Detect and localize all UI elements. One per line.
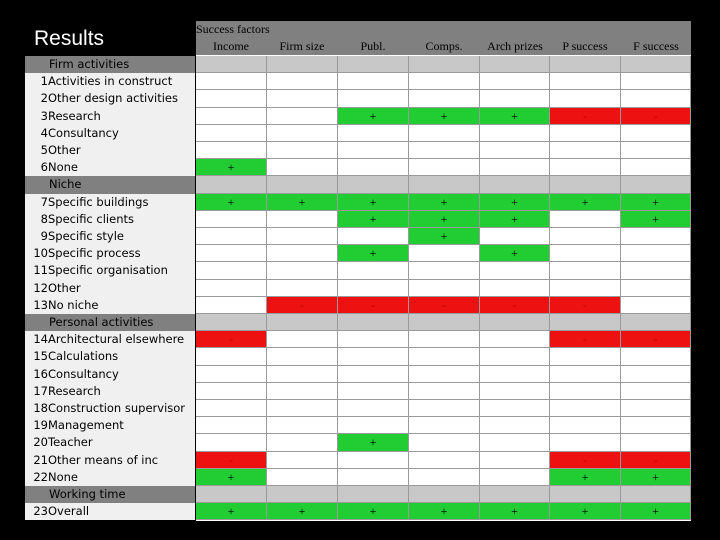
- grid-cell: [196, 383, 267, 400]
- column-header-p-success: P success: [562, 39, 608, 53]
- row-number: 8: [40, 211, 48, 226]
- grid-cell: [480, 469, 550, 486]
- row-number: 6: [40, 160, 48, 175]
- row-label-text: Research: [48, 383, 101, 398]
- row-number: 3: [40, 108, 48, 123]
- grid-cell: [480, 280, 550, 297]
- row-label-text: Other: [48, 280, 81, 295]
- grid-cell: [550, 90, 621, 107]
- grid-cell: [338, 56, 409, 73]
- grid-cell: [338, 383, 409, 400]
- grid-cell: [621, 176, 691, 193]
- grid-cell: [621, 366, 691, 383]
- grid-cell: [621, 159, 691, 176]
- row-label-text: Specific process: [48, 246, 141, 261]
- grid-cell: [550, 280, 621, 297]
- grid-cell: [621, 486, 691, 503]
- grid-cell: [621, 348, 691, 365]
- row-label: [25, 245, 195, 262]
- grid-cell: +: [196, 159, 267, 176]
- grid-cell: [196, 228, 267, 245]
- grid-cell: +: [621, 194, 691, 211]
- row-label: [25, 228, 195, 245]
- grid-cell: [621, 228, 691, 245]
- grid-cell: [550, 159, 621, 176]
- grid-cell: [338, 176, 409, 193]
- grid-cell: [196, 211, 267, 228]
- row-label-text: Personal activities: [49, 315, 154, 329]
- grid-cell: -: [621, 108, 691, 125]
- row-label: [25, 469, 195, 486]
- grid-cell: [621, 434, 691, 451]
- row-number: 14: [33, 332, 48, 347]
- results-grid: [196, 21, 691, 521]
- grid-cell: +: [621, 469, 691, 486]
- row-label-text: Consultancy: [48, 125, 119, 140]
- row-label: [25, 366, 195, 383]
- grid-cell: [621, 262, 691, 279]
- row-labels-panel: [25, 56, 195, 520]
- grid-cell: +: [409, 228, 480, 245]
- row-label-text: Specific style: [48, 229, 124, 243]
- grid-cell: +: [267, 194, 338, 211]
- row-number: 11: [33, 263, 48, 278]
- grid-cell: [550, 417, 621, 434]
- grid-cell: [480, 366, 550, 383]
- section-label: [25, 486, 195, 503]
- grid-cell: [621, 142, 691, 159]
- grid-cell: [196, 314, 267, 331]
- grid-cell: [480, 262, 550, 279]
- row-label: [25, 108, 195, 125]
- grid-cell: [409, 348, 480, 365]
- grid-cell: [338, 452, 409, 469]
- grid-cell: [267, 400, 338, 417]
- grid-cell: [196, 417, 267, 434]
- grid-cell: [621, 56, 691, 73]
- grid-cell: -: [550, 331, 621, 348]
- row-label: [25, 348, 195, 365]
- section-label: [25, 314, 195, 331]
- row-label-text: Niche: [49, 177, 82, 192]
- grid-cell: +: [267, 503, 338, 520]
- row-label-text: Specific buildings: [48, 194, 149, 209]
- grid-cell: [267, 383, 338, 400]
- row-number: 15: [33, 349, 48, 364]
- grid-cell: +: [338, 434, 409, 451]
- row-label-text: Specific organisation: [48, 263, 168, 278]
- grid-cell: [480, 486, 550, 503]
- grid-cell: [480, 383, 550, 400]
- row-label: [25, 434, 195, 451]
- grid-cell: [267, 176, 338, 193]
- grid-cell: [338, 228, 409, 245]
- row-number: 13: [33, 297, 48, 312]
- grid-cell: [550, 125, 621, 142]
- grid-cell: [196, 245, 267, 262]
- grid-cell: [480, 73, 550, 90]
- grid-cell: -: [409, 297, 480, 314]
- grid-cell: [621, 73, 691, 90]
- grid-cell: [409, 90, 480, 107]
- grid-cell: [550, 348, 621, 365]
- row-label-text: Firm activities: [49, 57, 130, 71]
- grid-cell: [338, 280, 409, 297]
- row-label-text: Overall: [48, 504, 90, 519]
- row-number: 5: [40, 143, 48, 157]
- grid-cell: [267, 331, 338, 348]
- grid-cell: [267, 366, 338, 383]
- grid-cell: [338, 314, 409, 331]
- grid-cell: [338, 262, 409, 279]
- grid-cell: [550, 142, 621, 159]
- grid-cell: [409, 366, 480, 383]
- grid-cell: -: [338, 297, 409, 314]
- grid-cell: [338, 331, 409, 348]
- row-label-text: Architectural elsewhere: [48, 332, 185, 347]
- grid-cell: +: [338, 245, 409, 262]
- grid-cell: +: [480, 194, 550, 211]
- row-label-text: None: [48, 160, 79, 175]
- row-number: 23: [33, 504, 48, 519]
- grid-cell: [409, 245, 480, 262]
- grid-cell: [267, 159, 338, 176]
- row-label: [25, 400, 195, 417]
- section-label: [25, 176, 195, 193]
- section-label: [25, 56, 195, 73]
- row-label: [25, 503, 195, 520]
- grid-cell: [480, 314, 550, 331]
- grid-cell: [196, 297, 267, 314]
- row-number: 22: [33, 469, 48, 484]
- grid-cell: [267, 142, 338, 159]
- grid-cell: -: [621, 452, 691, 469]
- column-header-comps-: Comps.: [425, 39, 463, 53]
- row-label: [25, 159, 195, 176]
- grid-cell: [550, 314, 621, 331]
- grid-cell: [409, 73, 480, 90]
- grid-cell: +: [338, 211, 409, 228]
- row-label-text: Teacher: [48, 435, 93, 450]
- grid-cell: [550, 434, 621, 451]
- grid-cell: [550, 176, 621, 193]
- grid-cell: [409, 400, 480, 417]
- row-label-text: Calculations: [48, 349, 119, 364]
- grid-cell: [196, 280, 267, 297]
- grid-cell: [267, 228, 338, 245]
- grid-cell: [480, 159, 550, 176]
- grid-cell: [267, 56, 338, 73]
- page-title: Results: [34, 27, 105, 50]
- grid-cell: [338, 348, 409, 365]
- grid-cell: [621, 383, 691, 400]
- grid-cell: [267, 90, 338, 107]
- grid-cell: +: [480, 108, 550, 125]
- row-label-text: No niche: [48, 297, 99, 312]
- row-label: [25, 452, 195, 469]
- grid-cell: +: [409, 108, 480, 125]
- row-label-text: Activities in construct: [48, 74, 173, 89]
- grid-cell: [267, 280, 338, 297]
- row-label: [25, 211, 195, 228]
- grid-cell: [196, 108, 267, 125]
- grid-cell: [480, 331, 550, 348]
- grid-cell: [550, 366, 621, 383]
- grid-cell: +: [338, 194, 409, 211]
- grid-cell: -: [267, 297, 338, 314]
- grid-cell: [480, 228, 550, 245]
- grid-cell: -: [196, 452, 267, 469]
- row-number: 19: [33, 418, 48, 433]
- row-label-text: Working time: [49, 487, 126, 501]
- grid-cell: +: [480, 245, 550, 262]
- grid-cell: +: [196, 469, 267, 486]
- grid-cell: +: [409, 503, 480, 520]
- grid-cell: [621, 125, 691, 142]
- row-number: 7: [40, 194, 48, 209]
- grid-cell: [409, 486, 480, 503]
- column-header-firm-size: Firm size: [279, 39, 325, 53]
- row-number: 16: [33, 366, 48, 381]
- grid-cell: +: [621, 503, 691, 520]
- grid-cell: [267, 348, 338, 365]
- grid-cell: [480, 348, 550, 365]
- grid-cell: +: [338, 108, 409, 125]
- grid-cell: [550, 383, 621, 400]
- grid-cell: [267, 486, 338, 503]
- grid-cell: [338, 125, 409, 142]
- grid-cell: [621, 417, 691, 434]
- row-number: 10: [33, 246, 48, 261]
- row-label: [25, 262, 195, 279]
- grid-cell: [409, 469, 480, 486]
- grid-cell: -: [550, 452, 621, 469]
- grid-cell: +: [338, 503, 409, 520]
- grid-cell: [196, 400, 267, 417]
- grid-cell: [550, 400, 621, 417]
- row-label-text: Management: [48, 418, 124, 433]
- row-label-text: Research: [48, 108, 101, 123]
- row-label: [25, 194, 195, 211]
- row-label: [25, 125, 195, 142]
- row-number: 9: [40, 229, 48, 243]
- grid-cell: [196, 73, 267, 90]
- success-factors-label: Success factors: [196, 22, 270, 36]
- grid-cell: [267, 262, 338, 279]
- grid-cell: [409, 417, 480, 434]
- grid-cell: [409, 262, 480, 279]
- grid-cell: [196, 348, 267, 365]
- grid-cell: [267, 73, 338, 90]
- grid-cell: [267, 245, 338, 262]
- column-header-publ-: Publ.: [360, 39, 386, 53]
- grid-cell: [621, 280, 691, 297]
- row-label-text: Construction supervisor: [48, 401, 186, 415]
- row-label: [25, 73, 195, 90]
- grid-cell: +: [550, 194, 621, 211]
- grid-cell: [409, 280, 480, 297]
- grid-cell: -: [480, 297, 550, 314]
- grid-cell: [267, 314, 338, 331]
- grid-cell: [267, 452, 338, 469]
- grid-cell: +: [550, 503, 621, 520]
- column-header-f-success: F success: [633, 39, 679, 53]
- grid-cell: [480, 452, 550, 469]
- grid-cell: [409, 383, 480, 400]
- grid-cell: +: [409, 211, 480, 228]
- grid-cell: [621, 245, 691, 262]
- row-label: [25, 90, 195, 107]
- grid-cell: [480, 142, 550, 159]
- grid-cell: -: [550, 297, 621, 314]
- grid-cell: [196, 90, 267, 107]
- grid-cell: [409, 331, 480, 348]
- grid-cell: [621, 90, 691, 107]
- grid-cell: [480, 434, 550, 451]
- grid-cell: [338, 486, 409, 503]
- row-label: [25, 383, 195, 400]
- grid-cell: [621, 314, 691, 331]
- row-label-text: Consultancy: [48, 366, 119, 381]
- grid-cell: [550, 486, 621, 503]
- grid-cell: -: [621, 331, 691, 348]
- grid-cell: [409, 125, 480, 142]
- grid-cell: [338, 366, 409, 383]
- grid-cell: [550, 245, 621, 262]
- grid-cell: +: [550, 469, 621, 486]
- row-label: [25, 417, 195, 434]
- grid-cell: -: [550, 108, 621, 125]
- grid-cell: [196, 262, 267, 279]
- grid-cell: [267, 108, 338, 125]
- row-label: [25, 142, 195, 159]
- grid-cell: [409, 159, 480, 176]
- grid-cell: +: [196, 503, 267, 520]
- row-label: [25, 280, 195, 297]
- grid-cell: [338, 73, 409, 90]
- row-label-text: Other: [48, 143, 81, 157]
- grid-cell: [196, 176, 267, 193]
- grid-cell: [480, 90, 550, 107]
- row-number: 2: [40, 91, 48, 106]
- grid-cell: -: [196, 331, 267, 348]
- row-number: 17: [33, 383, 48, 398]
- grid-cell: [550, 262, 621, 279]
- grid-cell: [196, 142, 267, 159]
- grid-cell: [550, 73, 621, 90]
- row-label-text: Specific clients: [48, 211, 134, 226]
- grid-cell: +: [621, 211, 691, 228]
- grid-cell: [338, 469, 409, 486]
- column-header-arch-prizes: Arch prizes: [487, 39, 543, 53]
- grid-cell: [338, 400, 409, 417]
- grid-cell: [196, 56, 267, 73]
- grid-cell: [267, 469, 338, 486]
- row-label-text: Other design activities: [48, 91, 178, 106]
- grid-cell: [196, 434, 267, 451]
- grid-cell: [621, 297, 691, 314]
- grid-cell: [338, 90, 409, 107]
- grid-cell: [409, 142, 480, 159]
- grid-cell: +: [480, 503, 550, 520]
- row-label-text: Other means of inc: [48, 452, 159, 467]
- grid-cell: [480, 400, 550, 417]
- grid-cell: [621, 400, 691, 417]
- grid-cell: [409, 176, 480, 193]
- row-number: 4: [40, 125, 48, 140]
- grid-cell: [550, 211, 621, 228]
- grid-cell: [196, 366, 267, 383]
- grid-cell: [480, 125, 550, 142]
- grid-cell: +: [409, 194, 480, 211]
- grid-cell: [338, 417, 409, 434]
- row-number: 1: [40, 74, 48, 89]
- row-number: 12: [33, 280, 48, 295]
- row-number: 18: [33, 401, 48, 415]
- grid-cell: [480, 417, 550, 434]
- grid-cell: +: [196, 194, 267, 211]
- row-number: 20: [33, 435, 48, 450]
- grid-header: [196, 21, 691, 55]
- grid-cell: [267, 211, 338, 228]
- column-header-income: Income: [213, 39, 249, 53]
- grid-cell: [196, 125, 267, 142]
- row-label-text: None: [48, 469, 79, 484]
- grid-cell: [267, 434, 338, 451]
- grid-cell: [480, 56, 550, 73]
- row-number: 21: [33, 452, 48, 467]
- grid-cell: [550, 56, 621, 73]
- grid-cell: [409, 314, 480, 331]
- grid-cell: [409, 434, 480, 451]
- row-label: [25, 331, 195, 348]
- grid-cell: [338, 159, 409, 176]
- grid-cell: [409, 56, 480, 73]
- grid-cell: [267, 125, 338, 142]
- grid-cell: [196, 486, 267, 503]
- grid-cell: +: [480, 211, 550, 228]
- row-label: [25, 297, 195, 314]
- grid-cell: [480, 176, 550, 193]
- grid-cell: [267, 417, 338, 434]
- grid-cell: [550, 228, 621, 245]
- grid-cell: [338, 142, 409, 159]
- grid-cell: [409, 452, 480, 469]
